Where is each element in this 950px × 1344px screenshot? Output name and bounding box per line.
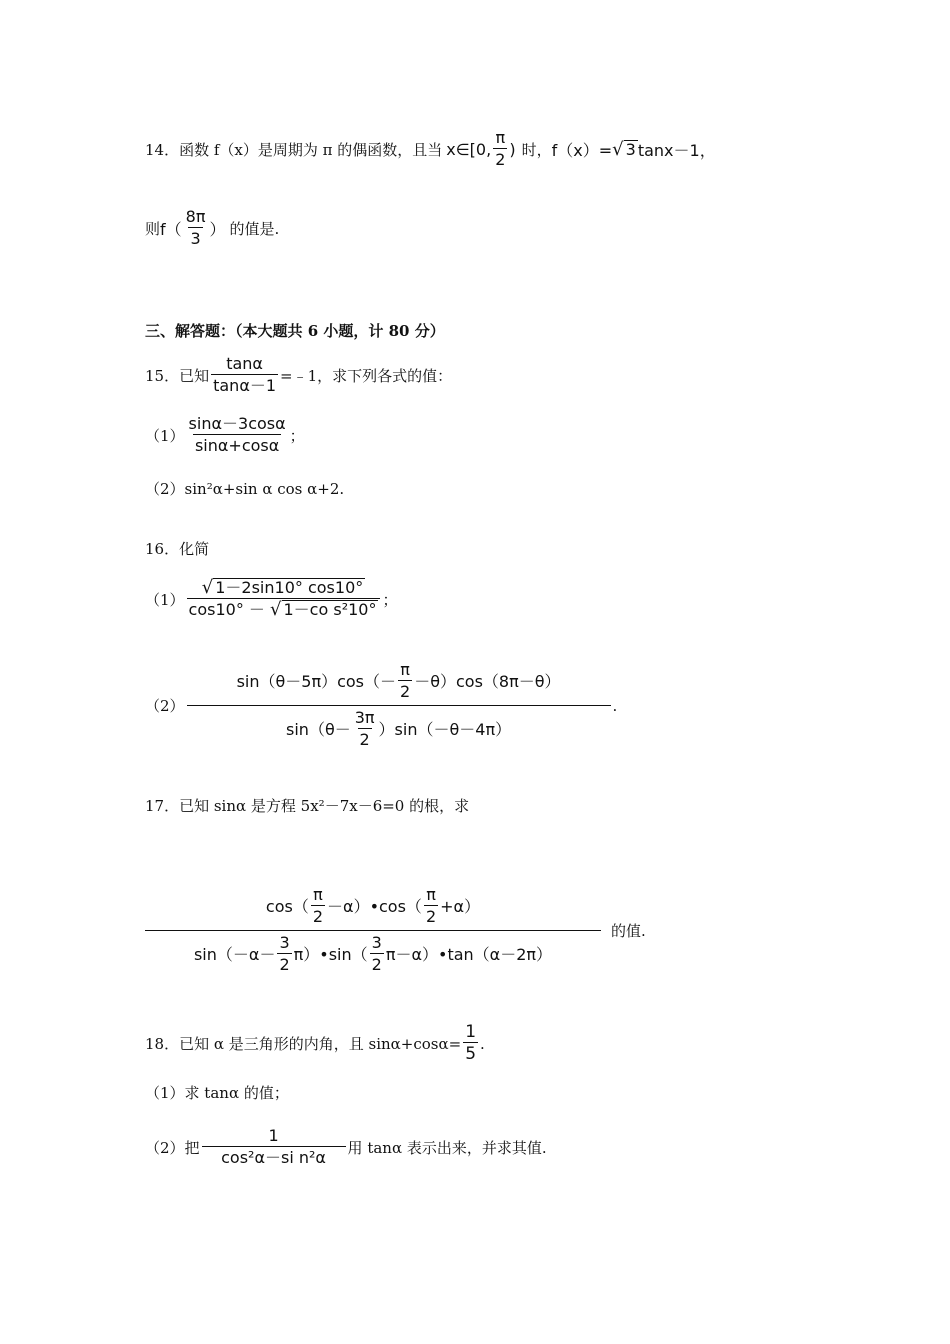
q16-p1-num-sqrt	[202, 578, 366, 597]
q16-p2-num-a: sin（θ－5π）cos（－	[236, 671, 397, 691]
q14-fx: f（x）=	[551, 141, 613, 160]
q16-p1-den-sqrt	[270, 600, 378, 619]
q16-p2-fraction	[187, 660, 611, 751]
q14-interval-close: )	[509, 140, 516, 159]
q17-den-frac2	[370, 933, 384, 976]
q16-p1-num: 1－2sin10° cos10°	[215, 578, 364, 597]
q14-line2-a: 则	[145, 220, 161, 238]
q17-num-frac1-2: 2	[312, 907, 324, 926]
q18-p2-den: cos²α－si n²α	[202, 1146, 346, 1169]
q18-p2-num: 1	[268, 1126, 279, 1145]
q14-line2-f: f（	[160, 220, 182, 239]
q17-den-frac2-3: 3	[371, 933, 382, 952]
q16-p1-label: （1）	[145, 591, 185, 609]
q16-p1-num-wrap	[200, 578, 368, 598]
q16-part2	[145, 660, 617, 751]
q17-num-frac1	[311, 885, 325, 928]
q16-p2-num-pi-frac	[398, 660, 412, 703]
q16-part1	[145, 578, 397, 621]
q18-part1: （1）求 tanα 的值；	[145, 1084, 289, 1102]
q16-p1-den-a: cos10° －	[188, 600, 265, 619]
q16-p2-den-3pi: 3π	[354, 708, 375, 727]
q15-p1-num: sinα－3cosα	[188, 414, 286, 433]
q14-line2	[145, 207, 279, 250]
q18-lead-line	[145, 1022, 485, 1065]
q17-tail: 的值.	[611, 922, 646, 940]
q18-p2-label: （2）把	[145, 1139, 200, 1157]
q15-tail: =﹣1，求下列各式的值：	[280, 367, 453, 385]
section-header: 三、解答题：（本大题共 6 小题，计 80 分）	[145, 322, 445, 340]
q14-interval: x∈[0,	[446, 140, 492, 159]
q18-p2-fraction	[202, 1126, 346, 1169]
sqrt-icon: √	[612, 139, 624, 160]
q14-text2: 时，	[521, 141, 552, 159]
q14-line2-b: 的值是.	[229, 220, 280, 238]
q16-p1-fraction	[187, 578, 381, 621]
q17-num-a: cos（	[265, 896, 309, 916]
q15-p1-fraction	[187, 414, 288, 457]
q18-lead: 18．已知 α 是三角形的内角，且 sinα+cosα=	[145, 1035, 462, 1053]
q16-title: 16．化简	[145, 540, 210, 558]
q15-fraction	[211, 354, 278, 397]
q17-den-c: π－α）•tan（α－2π）	[385, 944, 553, 964]
q15-part1	[145, 414, 305, 457]
q18-fraction	[463, 1022, 478, 1065]
q16-p2-num-pi: π	[400, 660, 410, 679]
q14-frac-num: π	[495, 128, 506, 147]
q17-num-frac2	[424, 885, 438, 928]
q17-den-frac1-3: 3	[279, 933, 290, 952]
q17-den-frac2-2: 2	[371, 955, 382, 974]
q14-line1	[145, 128, 716, 171]
q16-p2-tail: .	[612, 696, 618, 715]
q15-den: tanα－1	[213, 376, 277, 395]
q17-num-frac1-pi: π	[313, 885, 323, 904]
q17-expression	[143, 885, 646, 976]
q15-p1-label: （1）	[145, 427, 185, 445]
q16-p2-den-2: 2	[359, 730, 370, 749]
q17-den-b: π）•sin（	[293, 944, 368, 964]
q17-num-frac2-2: 2	[425, 907, 437, 926]
q18-p2-tail: 用 tanα 表示出来，并求其值.	[347, 1139, 547, 1157]
q14-tail: tanx－1，	[637, 141, 716, 160]
q16-p2-den-frac	[353, 708, 377, 751]
q14-line2-den: 3	[190, 229, 201, 248]
q18-dot: .	[480, 1034, 485, 1053]
q16-p2-num-b: －θ）cos（8π－θ）	[414, 671, 561, 691]
q16-p1-den-wrap	[187, 598, 381, 621]
q17-den-frac1	[277, 933, 291, 976]
q14-pi-over-2	[493, 128, 507, 171]
q16-p2-num	[235, 660, 563, 705]
q14-line2-num: 8π	[185, 207, 206, 226]
q17-den	[145, 930, 601, 976]
q16-p2-num-2: 2	[400, 682, 411, 701]
q18-den: 5	[465, 1044, 477, 1064]
q17-num-b: －α）•cos（	[327, 896, 422, 916]
q16-p1-tail: ；	[382, 591, 398, 609]
q15-num: tanα	[226, 354, 263, 373]
q16-p1-den-rad: 1－co s²10°	[283, 600, 377, 619]
q16-p2-label: （2）	[145, 697, 185, 715]
q17-den-frac1-2: 2	[279, 955, 290, 974]
q17-num-c: +α）	[440, 896, 481, 916]
q18-num: 1	[465, 1022, 477, 1042]
q17-num	[264, 885, 482, 930]
q18-part2	[145, 1126, 547, 1169]
q14-text1: 14．函数 f（x）是周期为 π 的偶函数，且当	[145, 141, 443, 159]
q16-p2-den-a: sin（θ－	[286, 719, 351, 739]
q14-line2-close: ）	[209, 220, 226, 239]
q14-8pi-over-3	[184, 207, 208, 250]
q15-part2: （2）sin²α+sin α cos α+2.	[145, 480, 345, 498]
q17-num-frac2-pi: π	[426, 885, 436, 904]
q15-p1-tail: ；	[289, 427, 305, 445]
q17-lead: 17．已知 sinα 是方程 5x²－7x－6=0 的根，求	[145, 797, 470, 815]
q15-lead: 15．已知	[145, 367, 210, 385]
sqrt-icon: √	[270, 599, 282, 620]
sqrt-icon: √	[201, 577, 214, 598]
q16-p2-den	[187, 705, 611, 751]
q17-den-a: sin（－α－	[193, 944, 276, 964]
q15-p1-den: sinα+cosα	[194, 436, 280, 455]
q17-fraction	[145, 885, 601, 976]
q14-frac-den: 2	[495, 150, 506, 169]
q14-sqrt-content: 3	[625, 140, 636, 159]
q15-line	[145, 354, 452, 397]
q16-p2-den-b: ）sin（－θ－4π）	[378, 719, 512, 739]
q14-sqrt3	[612, 140, 638, 159]
